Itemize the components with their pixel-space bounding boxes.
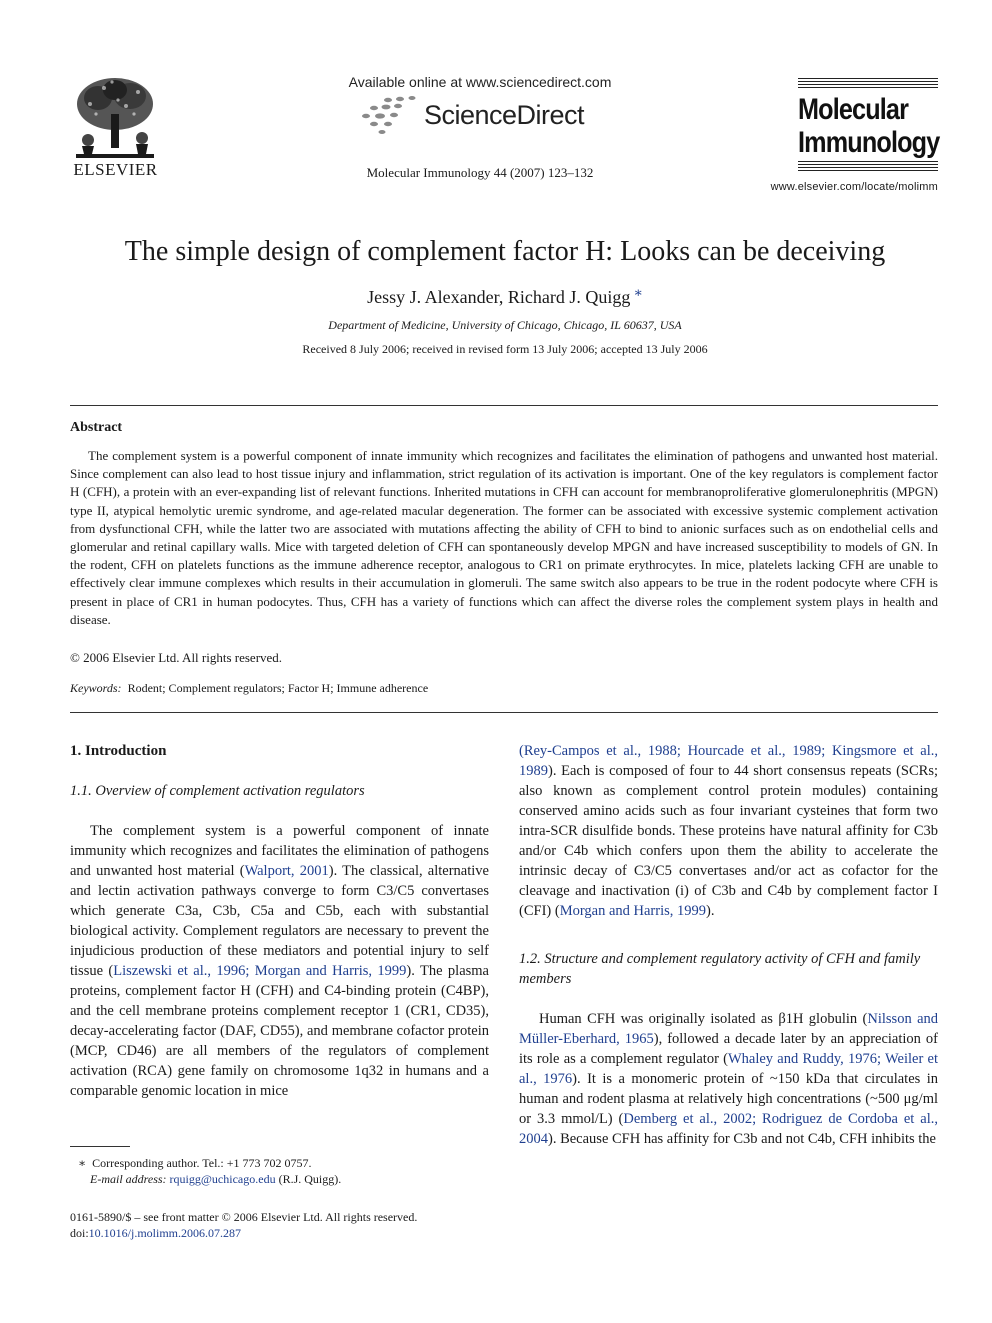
footnote-text: Corresponding author. Tel.: +1 773 702 0757. [92,1156,312,1170]
received-dates: Received 8 July 2006; received in revised form 13 July 2006; accepted 13 July 2006 [302,342,708,356]
journal-title-line1: Molecular [798,93,909,126]
email-suffix: (R.J. Quigg). [278,1172,342,1186]
divider-top [70,405,938,406]
paragraph-text: Human CFH was originally isolated as β1H globulin ( [539,1011,868,1027]
sciencedirect-logo [360,94,600,138]
citation-link-rey-campos[interactable]: (Rey-Campos et al., 1988; Hourcade et al., 1989; Kingsmore et al., 1989 [519,743,938,779]
paragraph-text: ), followed a decade later by an appreciation of its role as a complement regulator ( [519,1031,938,1067]
citation-link-liszewski[interactable]: Liszewski et al., 1996; Morgan and Harris, 1999 [113,963,407,979]
sciencedirect-dots-icon [360,94,422,138]
abstract-heading: Abstract [70,420,123,435]
paragraph-text: ). It is a monomeric protein of ~150 kDa that circulates in human and rodent plasma at relatively high concentrations (~500 μg/ml or 3.3 mmol/L) ( [519,1071,938,1127]
author-affiliation: Department of Medicine, University of Chicago, Chicago, IL 60637, USA [328,318,682,332]
email-label: E-mail address: [90,1172,167,1186]
paragraph-text: ). The plasma proteins, complement factor H (CFH) and C4-binding protein (C4BP), and the cell membrane proteins complement receptor 1 (CR1, CD35), decay-accelerating factor (DAF, CD55), and membrane cofactor protein (MCP, CD46) are all members of the regulators of complement activation (RCA) gene family on chromosome 1q32 in humans and a comparable genomic location in mice [70,963,489,1099]
publisher-name: ELSEVIER [73,160,158,179]
paragraph-text: ). The classical, alternative and lectin activation pathways converge to form C3/C5 convertases which generate C3a, C3b, C5a and C5b, each with substantial biological activity. Complement regulators are necessary to prevent the injudicious production of these mediators and potential injury to self tissue ( [70,863,489,979]
journal-title-line2: Immunology [798,126,940,159]
elsevier-logo [68,74,163,180]
corresponding-author-mark[interactable]: ∗ [633,286,643,301]
author-list [60,285,950,308]
email-link[interactable]: rquigg@uchicago.edu [169,1172,276,1186]
abstract-copyright: © 2006 Elsevier Ltd. All rights reserved. [70,650,283,665]
abstract-text: The complement system is a powerful component of innate immunity which recognizes and facilitates the elimination of pathogens and unwanted host material. Since complement can also lead to host tissue injury and inflammation, strict regulation of its activation is important. One of the key regulators is complement factor H (CFH), a protein with an ever-expanding list of relevant functions. Inherited mutations in CFH can account for membranoproliferative glomerulonephritis (MPGN) type II, atypical hemolytic uremic syndrome, and age-related macular degeneration. The former can be associated with excessive systemic complement activation from dysfunctional CFH, while the latter two are associated with mutations affecting the ability of CFH to bind to anionic surfaces such as on endothelial cells and glomerular and retinal capillary walls. Mice with targeted deletion of CFH can spontaneously develop MPGN and have increased susceptibility to models of GN. In the rodent, CFH on platelets functions as the immune adherence receptor, analogous to CR1 on primate erythrocytes. In mice, platelets lacking CFH are unable to effectively clear immune complexes which results in their accumulation in glomeruli. The same switch also appears to be true in the rodent podocyte where CFH is present in place of CR1 in human podocytes. Thus, CFH has a variety of functions which can affect the diverse roles the complement system plays in health and disease. [70,448,938,627]
citation-link-whaley[interactable]: Whaley and Ruddy, 1976; Weiler et al., 1976 [519,1051,939,1087]
citation-link-demberg[interactable]: Demberg et al., 2002; Rodriguez de Cordoba et al., 2004 [519,1111,938,1147]
citation-link-nilsson[interactable]: Nilsson and Müller-Eberhard, 1965 [519,1011,939,1047]
footnote-email [90,1172,341,1187]
citation-link-walport[interactable]: Walport, 2001 [244,863,329,879]
article-title: The simple design of complement factor H: Looks can be deceiving [124,236,886,267]
citation-link-morgan[interactable]: Morgan and Harris, 1999 [559,903,707,919]
journal-masthead [798,78,938,173]
keywords-label: Keywords: [70,681,122,695]
subsection-heading-structure: 1.2. Structure and complement regulatory activity of CFH and family members [519,951,921,987]
keywords-list: Rodent; Complement regulators; Factor H; Immune adherence [127,681,429,695]
footnote-mark: ∗ [78,1156,87,1170]
paragraph-text: ). [706,903,715,919]
doi-link[interactable]: 10.1016/j.molimm.2006.07.287 [88,1226,242,1240]
paragraph-text: The complement system is a powerful component of innate immunity which recognizes and facilitates the elimination of pathogens and unwanted host material ( [70,823,489,879]
doi-label: doi: [70,1226,89,1240]
section-heading-introduction: 1. Introduction [70,743,167,759]
issn-line: 0161-5890/$ – see front matter © 2006 Elsevier Ltd. All rights reserved. [70,1210,418,1224]
journal-citation: Molecular Immunology 44 (2007) 123–132 [366,165,594,180]
paragraph-structure [519,1009,938,1149]
journal-url-link[interactable]: www.elsevier.com/locate/molimm [770,181,938,193]
paragraph-continued [519,741,938,921]
keywords [70,681,428,696]
right-column [519,741,938,1149]
footnote-corresponding-author [78,1156,312,1171]
paragraph-text: ). Because CFH has affinity for C3b and not C4b, CFH inhibits the [548,1131,936,1147]
doi-line [70,1226,241,1241]
subsection-heading-overview: 1.1. Overview of complement activation regulators [70,783,365,799]
footnote-divider [70,1146,130,1147]
sciencedirect-wordmark: ScienceDirect [424,100,585,130]
available-online-text: Available online at www.sciencedirect.com [348,74,612,90]
left-column [70,741,489,1101]
divider-bottom [70,712,938,713]
elsevier-tree-icon [68,74,163,160]
paragraph-text: ). Each is composed of four to 44 short consensus repeats (SCRs; also known as complement control protein modules) containing conserved amino acids such as four invariant cysteines that form two intra-SCR disulfide bonds. These proteins have natural affinity for C3b and/or C4b which confers upon them the ability to accelerate the intrinsic decay of C3/C5 convertases and/or act as cofactor for the cleavage and inactivation (i) of C3b and C4b by complement factor I (CFI) ( [519,763,938,919]
journal-title [798,90,940,161]
paragraph-intro [70,821,489,1101]
author-names: Jessy J. Alexander, Richard J. Quigg [367,287,631,307]
